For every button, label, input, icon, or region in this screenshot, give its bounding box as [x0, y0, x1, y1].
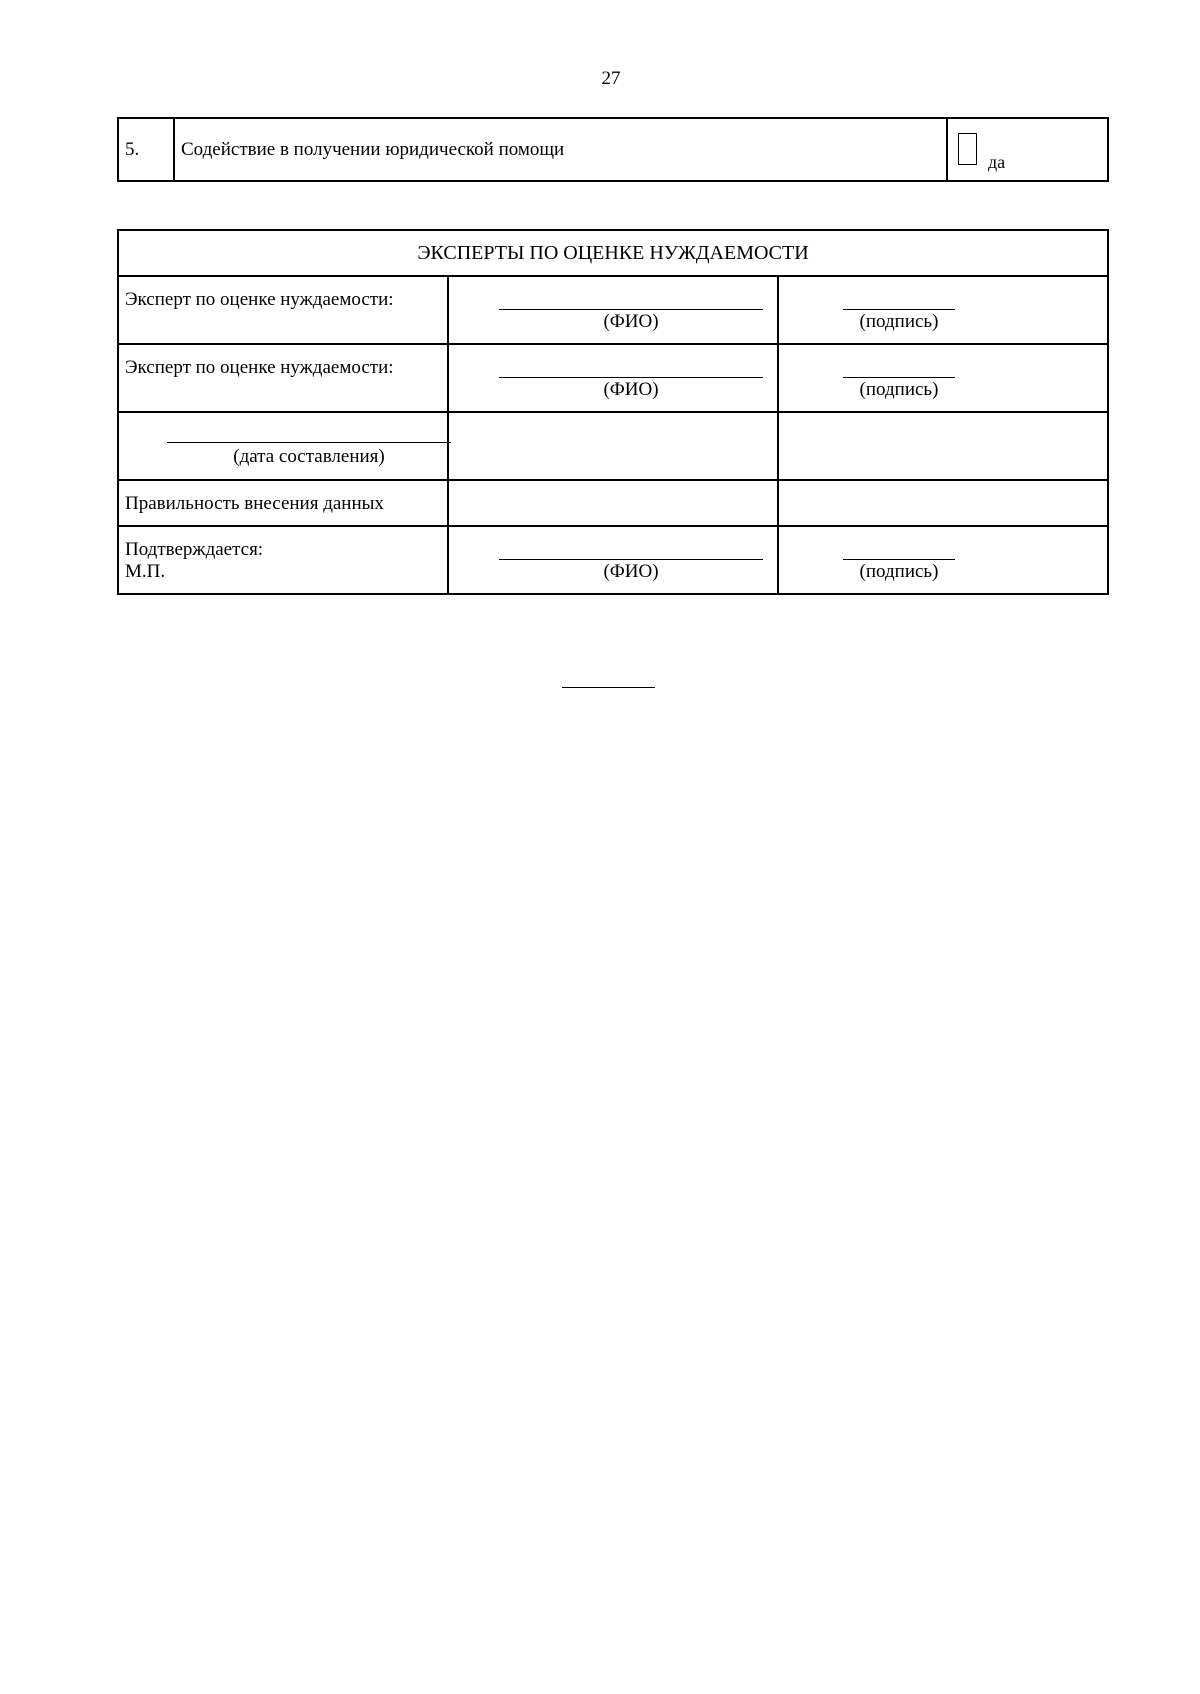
service-table: [117, 117, 1109, 182]
service-text: Содействие в получении юридической помощи: [174, 118, 947, 181]
fio-field-line[interactable]: [499, 559, 763, 560]
experts-table: [117, 229, 1109, 595]
yes-label: да: [988, 152, 1006, 172]
fio-caption: (ФИО): [603, 379, 659, 400]
empty-cell: [448, 480, 778, 526]
expert-label: Эксперт по оценке нуждаемости:: [125, 357, 394, 378]
date-caption: (дата составления): [233, 446, 385, 467]
service-option-cell: [947, 118, 1108, 181]
empty-cell: [778, 480, 1108, 526]
expert-label: Эксперт по оценке нуждаемости:: [125, 289, 394, 310]
date-field-line[interactable]: [167, 442, 451, 443]
page-number: 27: [601, 68, 621, 89]
fio-field-line[interactable]: [499, 377, 763, 378]
signature-caption: (подпись): [859, 311, 939, 332]
yes-checkbox[interactable]: [958, 133, 977, 165]
service-number: 5.: [118, 118, 174, 181]
signature-caption: (подпись): [859, 561, 939, 582]
empty-cell: [778, 412, 1108, 480]
experts-header: ЭКСПЕРТЫ ПО ОЦЕНКЕ НУЖДАЕМОСТИ: [118, 230, 1108, 276]
signature-field-line[interactable]: [843, 309, 955, 310]
expert-row: [118, 344, 1108, 412]
expert-row: [118, 276, 1108, 344]
service-row: [118, 118, 1108, 181]
confirm-label: Подтверждается:: [125, 539, 264, 560]
stamp-label: М.П.: [125, 561, 166, 582]
date-row: [118, 412, 1108, 480]
signature-field-line[interactable]: [843, 559, 955, 560]
fio-caption: (ФИО): [603, 311, 659, 332]
correctness-row: [118, 480, 1108, 526]
fio-field-line[interactable]: [499, 309, 763, 310]
confirm-row: [118, 526, 1108, 594]
correctness-label: Правильность внесения данных: [125, 493, 384, 514]
fio-caption: (ФИО): [603, 561, 659, 582]
signature-caption: (подпись): [859, 379, 939, 400]
signature-field-line[interactable]: [843, 377, 955, 378]
end-divider: [562, 687, 655, 688]
confirm-block: [125, 539, 263, 583]
empty-cell: [448, 412, 778, 480]
